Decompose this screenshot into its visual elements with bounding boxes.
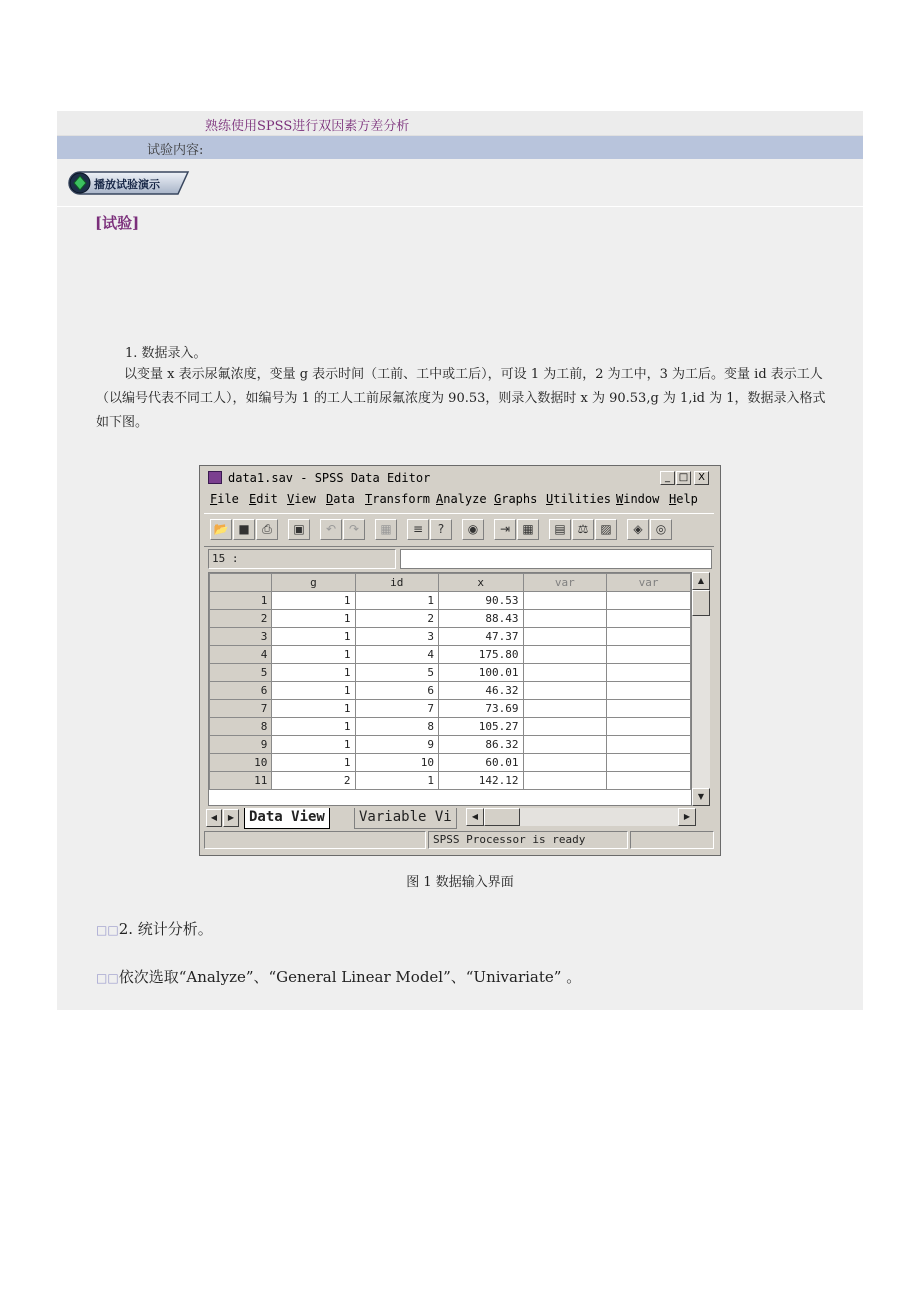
menu-view[interactable]: View [287, 492, 316, 506]
row-number[interactable]: 5 [210, 664, 272, 682]
status-left [204, 831, 426, 849]
menu-data[interactable]: Data [326, 492, 355, 506]
redo-icon[interactable]: ↷ [343, 519, 365, 540]
cell-empty[interactable] [523, 736, 607, 754]
insert-case-icon[interactable]: ⇥ [494, 519, 516, 540]
scroll-thumb[interactable] [692, 590, 710, 616]
column-header[interactable]: id [355, 574, 438, 592]
play-demo-button[interactable] [68, 170, 190, 196]
status-bar [204, 830, 714, 850]
status-right [630, 831, 714, 849]
cell-g[interactable]: 1 [272, 718, 355, 736]
undo-icon[interactable]: ↶ [320, 519, 342, 540]
tab-scroll-left-icon[interactable]: ◀ [206, 809, 222, 827]
cell-id[interactable]: 7 [355, 700, 438, 718]
step2-text: 2. 统计分析。 [118, 920, 213, 938]
cell-x[interactable]: 90.53 [438, 592, 523, 610]
menu-utilities[interactable]: Utilities [546, 492, 612, 506]
content-bar [57, 136, 863, 159]
table-row [210, 682, 691, 700]
toolbar [204, 513, 714, 547]
cell-g[interactable]: 1 [272, 682, 355, 700]
cell-empty[interactable] [607, 772, 691, 790]
select-cases-icon[interactable]: ▨ [595, 519, 617, 540]
step3-line [96, 966, 581, 987]
cell-empty[interactable] [607, 718, 691, 736]
cell-empty[interactable] [607, 592, 691, 610]
goto-case-icon[interactable]: ≡ [407, 519, 429, 540]
close-button[interactable]: X [694, 471, 709, 485]
row-number[interactable]: 7 [210, 700, 272, 718]
cell-empty[interactable] [523, 718, 607, 736]
weight-cases-icon[interactable]: ⚖ [572, 519, 594, 540]
menu-analyze[interactable]: Analyze [436, 492, 487, 506]
cell-reference: 15 : [208, 549, 396, 569]
step1-text: 以变量 x 表示尿氟浓度，变量 g 表示时间（工前、工中或工后），可设 1 为工前，2 为工中，3 为工后。变量 id 表示工人（以编号代表不同工人），如编号为 1 的工人工前尿氟浓度为 90.53，则录入数据时 x 为 90.53,g 为 1,id 为 1，数据录入格式如下图。 [96, 367, 826, 430]
tab-scroll-right-icon[interactable]: ▶ [223, 809, 239, 827]
cell-empty[interactable] [523, 628, 607, 646]
column-header[interactable]: x [438, 574, 523, 592]
row-number[interactable]: 11 [210, 772, 272, 790]
spss-app-icon [208, 471, 222, 484]
variables-icon[interactable]: ? [430, 519, 452, 540]
data-table [209, 573, 691, 790]
cell-x[interactable]: 142.12 [438, 772, 523, 790]
scroll-down-icon[interactable]: ▼ [692, 788, 710, 806]
cell-g[interactable]: 1 [272, 610, 355, 628]
data-grid[interactable] [208, 572, 692, 806]
cell-x[interactable]: 46.32 [438, 682, 523, 700]
status-text: SPSS Processor is ready [428, 831, 628, 849]
goto-chart-icon[interactable]: ▦ [375, 519, 397, 540]
play-button-graphic [68, 170, 190, 196]
play-button-label: 播放试验演示 [94, 178, 160, 191]
cell-empty[interactable] [523, 664, 607, 682]
table-row [210, 592, 691, 610]
cell-g[interactable]: 1 [272, 628, 355, 646]
window-titlebar [202, 468, 718, 488]
cell-id[interactable]: 4 [355, 646, 438, 664]
cell-g[interactable]: 1 [272, 700, 355, 718]
cell-id[interactable]: 10 [355, 754, 438, 772]
find-icon[interactable]: ◉ [462, 519, 484, 540]
content-label: 试验内容: [147, 143, 204, 158]
divider [57, 206, 863, 207]
cell-x[interactable]: 86.32 [438, 736, 523, 754]
column-header[interactable]: var [607, 574, 691, 592]
tab-data-view[interactable]: Data View [244, 808, 330, 829]
row-number[interactable]: 10 [210, 754, 272, 772]
cell-g[interactable]: 1 [272, 646, 355, 664]
step1-heading: 1. 数据录入。 [125, 346, 207, 361]
step3-text: 依次选取“Analyze”、“General Linear Model”、“Univariate” 。 [118, 968, 582, 986]
row-number[interactable]: 3 [210, 628, 272, 646]
cell-empty[interactable] [523, 700, 607, 718]
cell-g[interactable]: 1 [272, 736, 355, 754]
menu-edit[interactable]: Edit [249, 492, 278, 506]
cell-empty[interactable] [607, 754, 691, 772]
cell-id[interactable]: 8 [355, 718, 438, 736]
table-row [210, 718, 691, 736]
placeholder-glyphs: □□ [96, 971, 119, 985]
step1-paragraph [96, 363, 836, 435]
use-sets-icon[interactable]: ◎ [650, 519, 672, 540]
cell-empty[interactable] [607, 646, 691, 664]
menu-help[interactable]: Help [669, 492, 698, 506]
menu-transform[interactable]: Transform [365, 492, 431, 506]
row-number[interactable]: 1 [210, 592, 272, 610]
cell-empty[interactable] [523, 754, 607, 772]
table-row [210, 736, 691, 754]
cell-id[interactable]: 1 [355, 772, 438, 790]
table-row [210, 646, 691, 664]
menu-window[interactable]: Window [616, 492, 660, 506]
cell-x[interactable]: 175.80 [438, 646, 523, 664]
corner-cell[interactable] [210, 574, 272, 592]
section-label: [试验] [95, 214, 140, 232]
value-labels-icon[interactable]: ◈ [627, 519, 649, 540]
cell-id[interactable]: 3 [355, 628, 438, 646]
cell-g[interactable]: 1 [272, 664, 355, 682]
cell-x[interactable]: 100.01 [438, 664, 523, 682]
cell-empty[interactable] [607, 628, 691, 646]
placeholder-glyphs: □□ [96, 923, 119, 937]
hscroll-left-icon[interactable]: ◀ [466, 808, 484, 826]
cell-empty[interactable] [523, 646, 607, 664]
table-row [210, 700, 691, 718]
scroll-up-icon[interactable]: ▲ [692, 572, 710, 590]
row-number[interactable]: 8 [210, 718, 272, 736]
table-row [210, 664, 691, 682]
tab-variable-view[interactable]: Variable Vi [354, 808, 457, 829]
cell-empty[interactable] [607, 736, 691, 754]
dialog-recall-icon[interactable]: ▣ [288, 519, 310, 540]
hscroll-right-icon[interactable]: ▶ [678, 808, 696, 826]
cell-id[interactable]: 5 [355, 664, 438, 682]
cell-empty[interactable] [607, 664, 691, 682]
cell-empty[interactable] [523, 772, 607, 790]
save-icon[interactable]: ■ [233, 519, 255, 540]
horizontal-scrollbar[interactable] [466, 808, 696, 826]
menu-file[interactable]: File [210, 492, 239, 506]
cell-id[interactable]: 6 [355, 682, 438, 700]
column-header[interactable]: var [523, 574, 607, 592]
row-number[interactable]: 6 [210, 682, 272, 700]
cell-g[interactable]: 1 [272, 592, 355, 610]
cell-x[interactable]: 47.37 [438, 628, 523, 646]
cell-id[interactable]: 9 [355, 736, 438, 754]
cell-g[interactable]: 1 [272, 754, 355, 772]
table-row [210, 628, 691, 646]
row-number[interactable]: 4 [210, 646, 272, 664]
title-bar [57, 111, 863, 136]
insert-variable-icon[interactable]: ▦ [517, 519, 539, 540]
step2-line [96, 918, 213, 939]
cell-x[interactable]: 73.69 [438, 700, 523, 718]
cell-value-editor[interactable] [400, 549, 712, 569]
open-icon[interactable]: 📂 [210, 519, 232, 540]
cell-x[interactable]: 105.27 [438, 718, 523, 736]
cell-empty[interactable] [523, 592, 607, 610]
spss-data-editor-window [199, 465, 721, 856]
cell-empty[interactable] [523, 682, 607, 700]
hscroll-thumb[interactable] [484, 808, 520, 826]
row-number[interactable]: 9 [210, 736, 272, 754]
column-header[interactable]: g [272, 574, 355, 592]
minimize-button[interactable]: _ [660, 471, 675, 485]
cell-empty[interactable] [607, 700, 691, 718]
cell-x[interactable]: 88.43 [438, 610, 523, 628]
cell-id[interactable]: 2 [355, 610, 438, 628]
page-title: 熟练使用SPSS进行双因素方差分析 [205, 119, 410, 134]
table-row [210, 772, 691, 790]
window-title: data1.sav - SPSS Data Editor [228, 471, 431, 485]
figure-caption: 图 1 数据输入界面 [406, 875, 514, 890]
vertical-scrollbar[interactable] [692, 572, 710, 806]
table-row [210, 610, 691, 628]
menu-graphs[interactable]: Graphs [494, 492, 538, 506]
maximize-button[interactable]: □ [676, 471, 691, 485]
cell-empty[interactable] [607, 610, 691, 628]
cell-empty[interactable] [607, 682, 691, 700]
menu-bar [202, 489, 718, 509]
split-file-icon[interactable]: ▤ [549, 519, 571, 540]
cell-id[interactable]: 1 [355, 592, 438, 610]
cell-g[interactable]: 2 [272, 772, 355, 790]
header-row [210, 574, 691, 592]
cell-empty[interactable] [523, 610, 607, 628]
table-row [210, 754, 691, 772]
cell-x[interactable]: 60.01 [438, 754, 523, 772]
row-number[interactable]: 2 [210, 610, 272, 628]
print-icon[interactable]: ⎙ [256, 519, 278, 540]
